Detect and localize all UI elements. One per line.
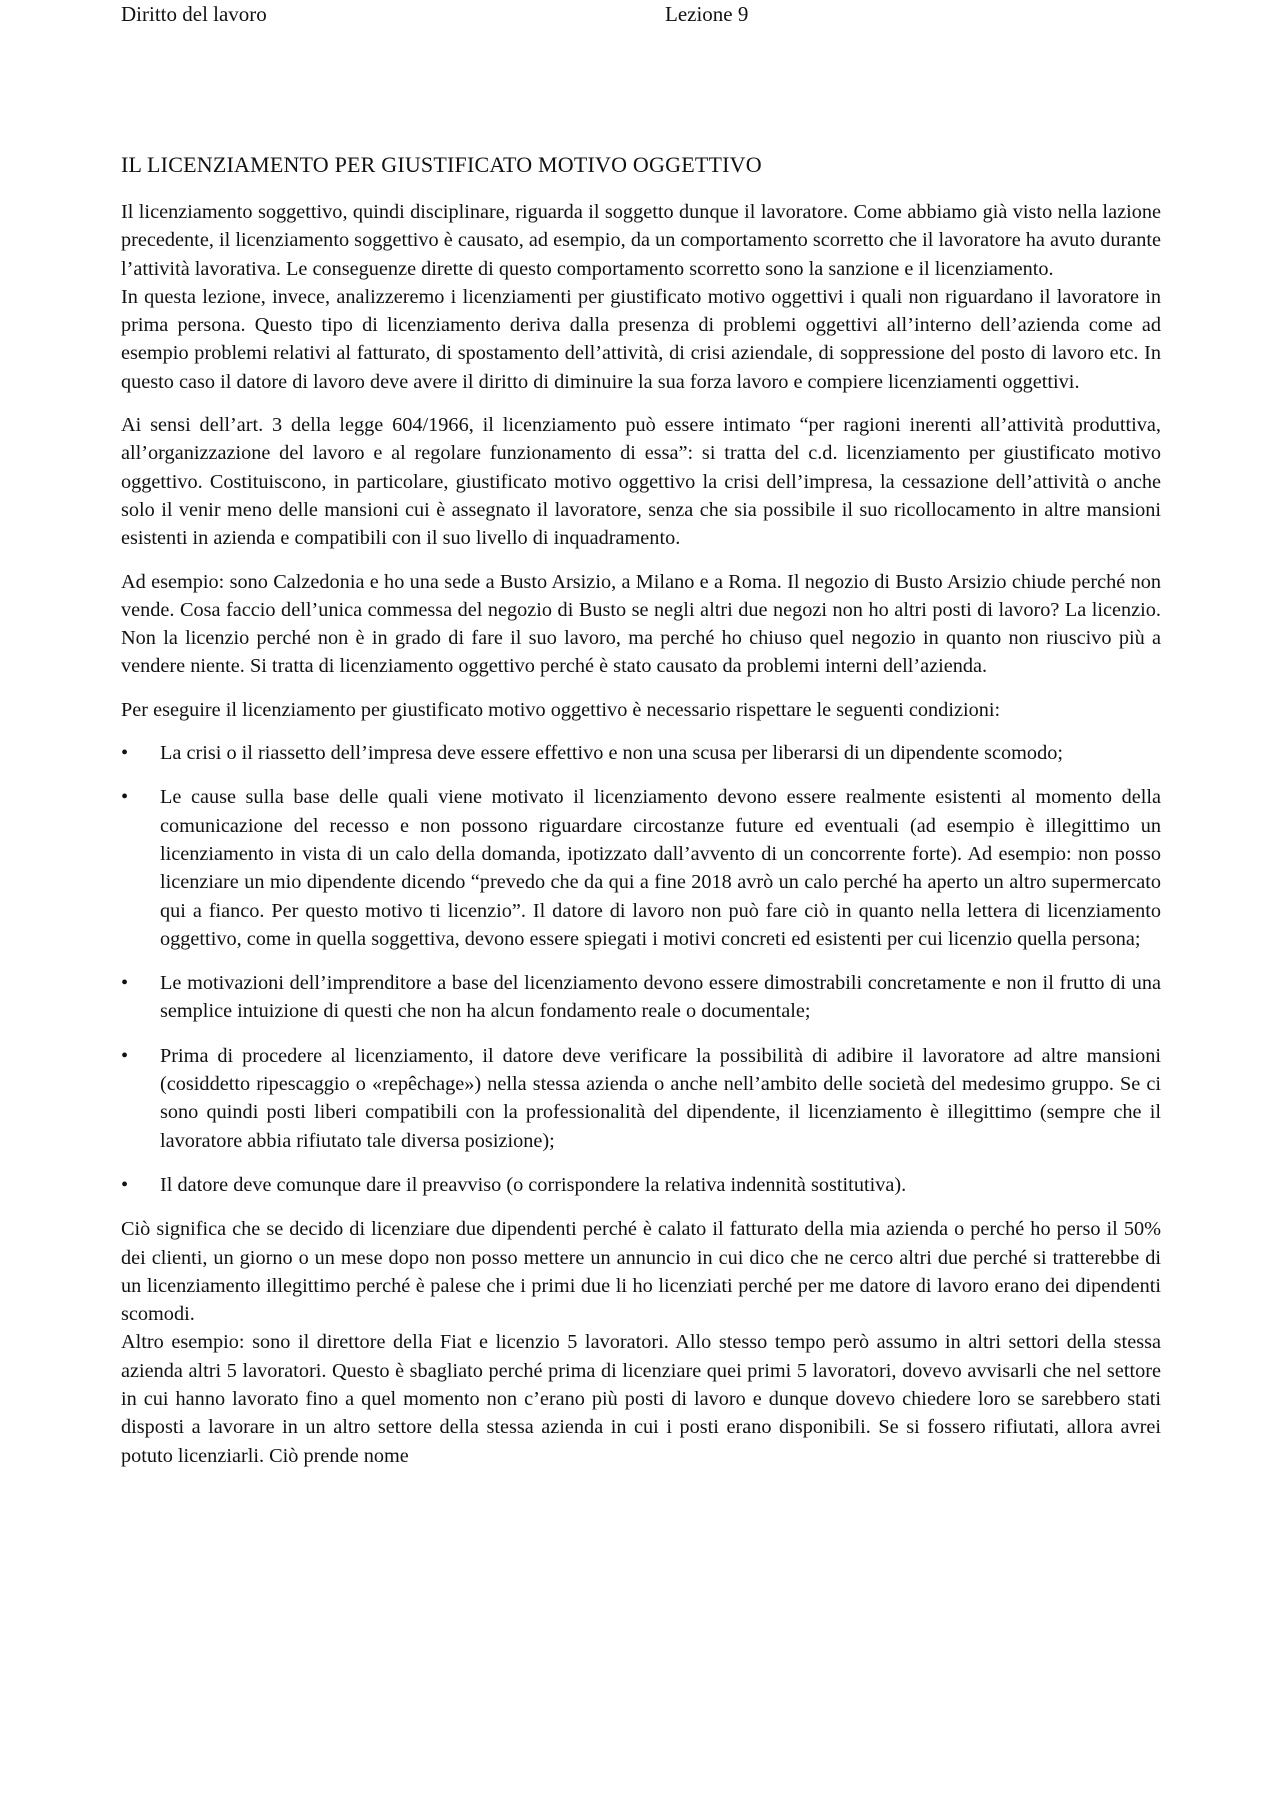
bullet-icon: • — [121, 742, 129, 765]
bullet-icon: • — [121, 1044, 129, 1067]
paragraph-consequence: Ciò significa che se decido di licenziare due dipendenti perché è calato il fatturato della mia azienda o perché ho perso il 50% dei clienti, un giorno o un mese dopo non posso mettere un annuncio in cui dico che ne cerco altri due perché si tratterebbe di un licenziamento illegittimo perché è palese che i primi due li ho licenziati perché per me datore di lavoro erano dei dipendenti scomodi. — [121, 1218, 1161, 1326]
condition-text: Le cause sulla base delle quali viene motivato il licenziamento devono essere realmente esistenti al momento della comunicazione del recesso e non possono riguardare circostanze future ed eventuali (ad esempio è illegittimo un licenziamento in vista di un calo della domanda, ipotizzato dall’avvento di un concorrente forte). Ad esempio: non posso licenziare un mio dipendente dicendo “prevedo che da qui a fine 2018 avrò un calo perché ha aperto un altro supermercato qui a fianco. Per questo motivo ti licenzio”. Il datore di lavoro non può fare ciò in quanto nella lettera di licenziamento oggettivo, come in quella soggettiva, devono essere spiegati i motivi concreti ed esistenti per cui licenzio quella persona; — [160, 786, 1161, 950]
list-item — [121, 1042, 1161, 1155]
condition-text: La crisi o il riassetto dell’impresa deve essere effettivo e non una scusa per liberarsi di un dipendente scomodo; — [160, 742, 1063, 765]
paragraph-intro: Il licenziamento soggettivo, quindi disciplinare, riguarda il soggetto dunque il lavoratore. Come abbiamo già visto nella lazione precedente, il licenziamento soggettivo è causato, ad esempio, da un comportamento scorretto che il lavoratore ha avuto durante l’attività lavorativa. Le conseguenze dirette di questo comportamento scorretto sono la sanzione e il licenziamento. — [121, 201, 1161, 280]
lesson-number: Lezione 9 — [665, 2, 749, 26]
condition-text: Prima di procedere al licenziamento, il datore deve verificare la possibilità di adibire il lavoratore ad altre mansioni (cosiddetto ripescaggio o «repêchage») nella stessa azienda o anche nell’ambito delle società del medesimo gruppo. Se ci sono quindi posti liberi compatibili con la professionalità del dipendente, il licenziamento è illegittimo (sempre che il lavoratore abbia rifiutato tale diversa posizione); — [160, 1044, 1161, 1152]
document-title: IL LICENZIAMENTO PER GIUSTIFICATO MOTIVO OGGETTIVO — [121, 152, 762, 177]
bullet-icon: • — [121, 972, 129, 995]
document-body — [121, 150, 1161, 1470]
page-header — [121, 0, 1159, 30]
conditions-list — [121, 739, 1161, 1199]
list-item — [121, 969, 1161, 1026]
bullet-icon: • — [121, 1173, 129, 1196]
list-item — [121, 1171, 1161, 1199]
course-title: Diritto del lavoro — [121, 2, 267, 26]
paragraph-legal-basis: Ai sensi dell’art. 3 della legge 604/1966, il licenziamento può essere intimato “per ragioni inerenti all’attività produttiva, all’organizzazione del lavoro e al regolare funzionamento di essa”: si tratta del c.d. licenziamento per giustificato motivo oggettivo. Costituiscono, in particolare, giustificato motivo oggettivo la crisi dell’impresa, la cessazione dell’attività o anche solo il venir meno delle mansioni cui è assegnato il lavoratore, senza che sia possibile il suo ricollocamento in altre mansioni esistenti in azienda e compatibili con il suo livello di inquadramento. — [121, 414, 1161, 550]
list-item — [121, 739, 1161, 767]
condition-text: Le motivazioni dell’imprenditore a base del licenziamento devono essere dimostrabili concretamente e non il frutto di una semplice intuizione di questi che non ha alcun fondamento reale o documentale; — [160, 972, 1161, 1023]
paragraph-example-calzedonia: Ad esempio: sono Calzedonia e ho una sede a Busto Arsizio, a Milano e a Roma. Il negozio di Busto Arsizio chiude perché non vende. Cosa faccio dell’unica commessa del negozio di Busto se negli altri due negozi non ho altri posti di lavoro? La licenzio. Non la licenzio perché non è in grado di fare il suo lavoro, ma perché ho chiuso quel negozio in quanto non riuscivo più a vendere niente. Si tratta di licenziamento oggettivo perché è stato causato da problemi interni dell’azienda. — [121, 570, 1161, 678]
paragraph-conditions-intro: Per eseguire il licenziamento per giustificato motivo oggettivo è necessario rispettare le seguenti condizioni: — [121, 698, 1001, 721]
condition-text: Il datore deve comunque dare il preavviso (o corrispondere la relativa indennità sostitutiva). — [160, 1173, 907, 1196]
list-item — [121, 783, 1161, 953]
paragraph-example-fiat: Altro esempio: sono il direttore della Fiat e licenzio 5 lavoratori. Allo stesso tempo però assumo in altri settori della stessa azienda altri 5 lavoratori. Questo è sbagliato perché prima di licenziare quei primi 5 lavoratori, dovevo avvisarli che nel settore in cui hanno lavorato fino a quel momento non c’erano più posti di lavoro e dunque dovevo chiedere loro se sarebbero stati disposti a lavorare in un altro settore della stessa azienda in cui i posti erano disponibili. Se si fossero rifiutati, allora avrei potuto licenziarli. Ciò prende nome — [121, 1331, 1161, 1467]
paragraph-lesson-scope: In questa lezione, invece, analizzeremo i licenziamenti per giustificato motivo oggettivi i quali non riguardano il lavoratore in prima persona. Questo tipo di licenziamento deriva dalla presenza di problemi oggettivi all’interno dell’azienda come ad esempio problemi relativi al fatturato, di spostamento dell’attività, di crisi aziendale, di soppressione del posto di lavoro etc. In questo caso il datore di lavoro deve avere il diritto di diminuire la sua forza lavoro e compiere licenziamenti oggettivi. — [121, 285, 1161, 393]
bullet-icon: • — [121, 786, 129, 809]
